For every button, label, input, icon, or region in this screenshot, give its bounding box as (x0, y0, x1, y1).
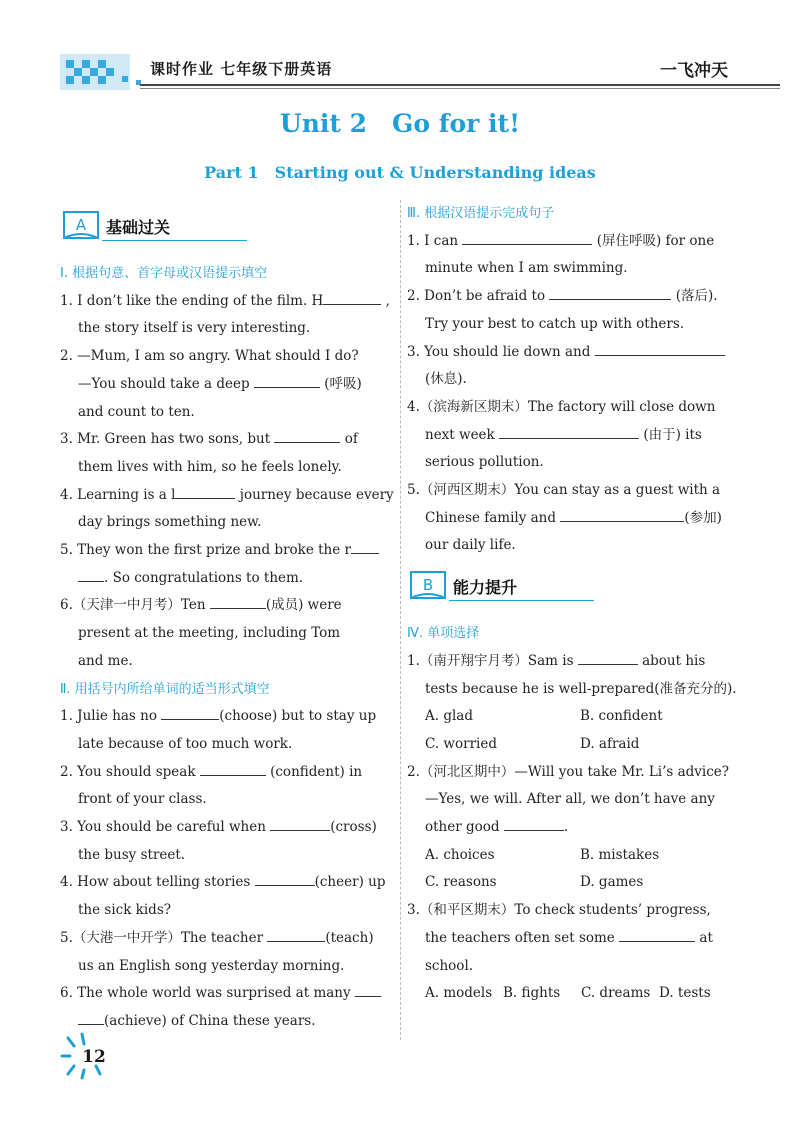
option: C. dreams (581, 985, 651, 1002)
question-line: the story itself is very interesting. (78, 320, 311, 337)
question-line: 4. How about telling stories (cheer) up (60, 869, 395, 897)
question-line: 4.（滨海新区期末）The factory will close down (407, 398, 716, 415)
page-number (60, 1032, 120, 1082)
question-line: the sick kids? (78, 902, 171, 919)
question-line: 3. Mr. Green has two sons, but of (60, 426, 395, 454)
answer-blank (254, 373, 320, 388)
question-line: Try your best to catch up with others. (425, 315, 685, 332)
answer-blank (323, 290, 381, 305)
question-line: our daily life. (425, 537, 516, 554)
answer-blank (78, 1010, 104, 1025)
option: B. confident (580, 708, 663, 725)
question-line: —Yes, we will. After all, we don’t have any (425, 791, 715, 808)
question-line: present at the meeting, including Tom (78, 625, 341, 642)
header-rule (140, 84, 780, 86)
question-line: 3. You should be careful when (cross) (60, 814, 395, 842)
question-line: 2. You should speak (confident) in (60, 759, 395, 787)
question-line: the busy street. (78, 846, 186, 863)
question-line: . So congratulations to them. (60, 565, 395, 593)
question-line: 1. I can (屏住呼吸) for one (407, 228, 747, 256)
question-line: 5. They won the first prize and broke the r (60, 537, 395, 565)
svg-text:A: A (75, 216, 87, 234)
section-b-title: 能力提升 (453, 578, 518, 598)
question-line: them lives with him, so he feels lonely. (78, 458, 342, 475)
answer-blank (504, 816, 564, 831)
question-line: 6.（天津一中月考）Ten (成员) were (60, 592, 395, 620)
question-line: next week (由于) its (407, 422, 747, 450)
svg-text:B: B (422, 576, 434, 595)
answer-blank (274, 428, 340, 443)
answer-blank (578, 650, 638, 665)
question-line: Chinese family and (参加) (407, 505, 747, 533)
option-row (407, 703, 747, 731)
answer-blank (462, 230, 592, 245)
option-row (407, 842, 747, 870)
answer-blank (267, 927, 325, 942)
section-heading: Ⅰ. 根据句意、首字母或汉语提示填空 (60, 266, 268, 281)
question-line: us an English song yesterday morning. (78, 957, 345, 974)
question-line: 5.（大港一中开学）The teacher (teach) (60, 925, 395, 953)
answer-blank (549, 285, 671, 300)
section-a-title: 基础过关 (106, 218, 171, 237)
question-line: —You should take a deep (呼吸) (60, 371, 395, 399)
right-column (407, 200, 747, 1008)
answer-blank (175, 484, 235, 499)
question-line: late because of too much work. (78, 735, 293, 752)
unit-title: Unit 2 Go for it! (279, 109, 521, 138)
answer-blank (161, 705, 219, 720)
section-heading: Ⅲ. 根据汉语提示完成句子 (407, 206, 555, 221)
option: C. worried (425, 735, 497, 752)
part-title: Part 1 Starting out & Understanding ideas (204, 163, 596, 182)
option-row (407, 869, 747, 897)
option: B. fights (503, 985, 561, 1002)
option: A. choices (425, 846, 495, 863)
question-line: front of your class. (78, 791, 207, 808)
question-line: 4. Learning is a l journey because every (60, 482, 395, 510)
book-title: 课时作业 七年级下册英语 (150, 60, 333, 78)
question-line: 3. You should lie down and (407, 339, 747, 367)
question-line: other good . (407, 814, 747, 842)
checker-decoration-icon (60, 54, 150, 90)
question-line: 2.（河北区期中）—Will you take Mr. Li’s advice? (407, 763, 730, 780)
answer-blank (560, 507, 684, 522)
question-line: 2. Don’t be afraid to (落后). (407, 283, 747, 311)
question-line: school. (425, 957, 474, 974)
answer-blank (255, 871, 315, 886)
answer-blank (200, 761, 266, 776)
answer-blank (499, 424, 639, 439)
question-line: 1. Julie has no (choose) but to stay up (60, 703, 395, 731)
answer-blank (210, 594, 266, 609)
question-line: 3.（和平区期末）To check students’ progress, (407, 902, 711, 919)
option-row (407, 731, 747, 759)
svg-text:12: 12 (82, 1047, 106, 1067)
answer-blank (78, 567, 104, 582)
page-number-burst-icon (60, 1032, 120, 1082)
question-line: serious pollution. (425, 454, 544, 471)
section-b-badge (407, 560, 747, 620)
option: A. models (425, 985, 493, 1002)
question-line: minute when I am swimming. (425, 260, 628, 277)
section-a-badge (60, 200, 395, 260)
question-line: (achieve) of China these years. (60, 1008, 395, 1036)
question-line: the teachers often set some at (407, 925, 747, 953)
question-line: 1.（南开翔宇月考）Sam is about his (407, 648, 747, 676)
question-line: 1. I don’t like the ending of the film. H , (60, 288, 395, 316)
page-header (40, 46, 760, 96)
question-line: 6. The whole world was surprised at many (60, 980, 395, 1008)
section-heading: Ⅱ. 用括号内所给单词的适当形式填空 (60, 681, 270, 697)
question-line: 5.（河西区期末）You can stay as a guest with a (407, 482, 721, 499)
book-badge-icon (409, 568, 447, 602)
answer-blank (355, 982, 381, 997)
question-line: and count to ten. (78, 403, 195, 420)
option: D. tests (659, 985, 711, 1002)
question-line: and me. (78, 652, 133, 669)
question-line: day brings something new. (78, 514, 262, 531)
option: D. games (580, 874, 644, 891)
left-column (60, 200, 395, 1036)
option: D. afraid (580, 735, 640, 752)
section-a-underline (102, 240, 247, 241)
answer-blank (270, 816, 330, 831)
question-line: 2. —Mum, I am so angry. What should I do? (60, 348, 359, 365)
brand-logo: 一飞冲天 (660, 61, 728, 81)
option: B. mistakes (580, 846, 660, 863)
question-line: tests because he is well-prepared(准备充分的). (425, 680, 737, 697)
answer-blank (351, 539, 379, 554)
option-row (407, 980, 747, 1008)
section-b-underline (449, 600, 594, 601)
question-line: (休息). (425, 371, 467, 388)
header-rule-thin (140, 88, 780, 89)
option: C. reasons (425, 874, 497, 891)
book-badge-icon (62, 208, 100, 242)
answer-blank (595, 341, 725, 356)
column-divider (400, 200, 401, 1040)
answer-blank (619, 927, 695, 942)
option: A. glad (425, 708, 473, 725)
section-heading: Ⅳ. 单项选择 (407, 626, 480, 642)
